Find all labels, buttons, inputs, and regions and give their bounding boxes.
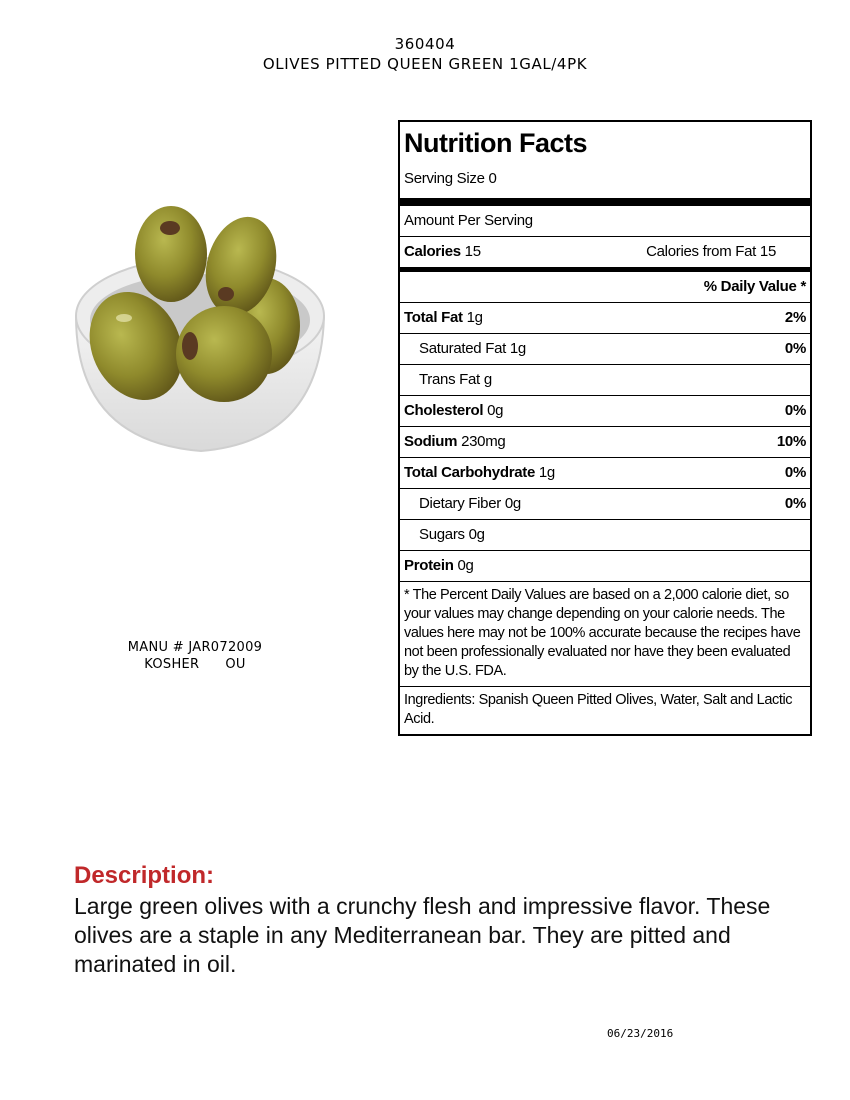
description-text: Large green olives with a crunchy flesh and impressive flavor. These olives are a staple in any Mediterranean bar. They are pitted and marinated in oil. bbox=[74, 893, 771, 977]
nutrition-facts-panel bbox=[398, 120, 812, 736]
daily-value-header: % Daily Value * bbox=[400, 272, 810, 303]
manufacturer-number: MANU # JAR072009 bbox=[127, 640, 263, 655]
nutrient-row-sodium: Sodium 230mg 10% bbox=[400, 427, 810, 458]
calories-from-fat: Calories from Fat 15 bbox=[646, 243, 776, 260]
nutrient-row-sugars: Sugars 0g bbox=[400, 520, 810, 551]
daily-value-footnote: * The Percent Daily Values are based on a 2,000 calorie diet, so your values may change depending on your calorie needs. The values here may not be 100% accurate because the recipes have not been professionally evaluated nor have they been evaluated by the U.S. FDA. bbox=[400, 582, 810, 687]
nutrient-row-total-carbohydrate: Total Carbohydrate 1g 0% bbox=[400, 458, 810, 489]
manufacturer-info bbox=[110, 639, 280, 673]
nutrient-row-cholesterol: Cholesterol 0g 0% bbox=[400, 396, 810, 427]
description-heading: Description: bbox=[74, 862, 215, 889]
ingredients: Ingredients: Spanish Queen Pitted Olives, Water, Salt and Lactic Acid. bbox=[404, 692, 793, 727]
document-date: 06/23/2016 bbox=[607, 1027, 674, 1040]
nutrient-row-trans-fat: Trans Fat g bbox=[400, 365, 810, 396]
nutrient-row-dietary-fiber: Dietary Fiber 0g 0% bbox=[400, 489, 810, 520]
kosher-label: KOSHER bbox=[144, 657, 200, 672]
kosher-cert: OU bbox=[225, 657, 246, 672]
nutrient-row-protein: Protein 0g bbox=[400, 551, 810, 582]
calories-row: Calories 15 Calories from Fat 15 bbox=[400, 237, 810, 272]
amount-per-serving: Amount Per Serving bbox=[400, 206, 810, 237]
description-section bbox=[74, 860, 774, 979]
product-name: OLIVES PITTED QUEEN GREEN 1GAL/4PK bbox=[262, 55, 588, 73]
olives-bowl-photo bbox=[66, 196, 336, 466]
serving-size: Serving Size 0 bbox=[400, 164, 810, 206]
item-number: 360404 bbox=[394, 35, 456, 53]
document-header bbox=[0, 34, 850, 74]
nutrient-row-total-fat: Total Fat 1g 2% bbox=[400, 303, 810, 334]
nutrition-title: Nutrition Facts bbox=[404, 128, 588, 158]
nutrient-row-saturated-fat: Saturated Fat 1g 0% bbox=[400, 334, 810, 365]
